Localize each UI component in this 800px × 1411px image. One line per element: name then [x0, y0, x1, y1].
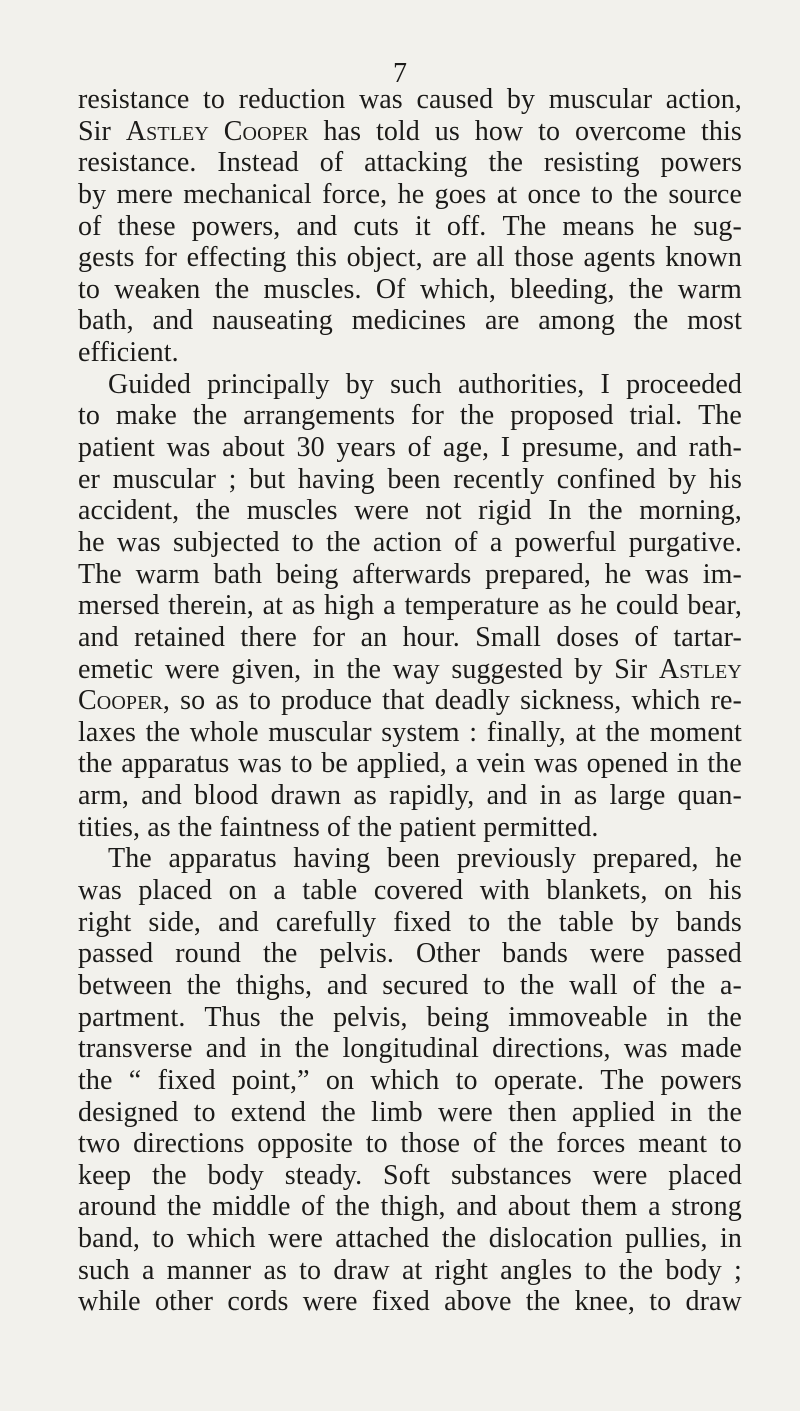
text-line: while other cords were fixed above the knee, to draw	[78, 1286, 742, 1318]
text-line: of these powers, and cuts it off. The means he sug-	[78, 210, 742, 242]
text-line: bath, and nauseating medicines are among the most	[78, 305, 742, 337]
text-line: to make the arrangements for the proposed trial. The	[78, 400, 742, 432]
text-line: between the thighs, and secured to the wall of the a-	[78, 969, 742, 1001]
text-line: gests for effecting this object, are all those agents known	[78, 242, 742, 274]
text-line: designed to extend the limb were then applied in the	[78, 1096, 742, 1128]
text-line: around the middle of the thigh, and about them a strong	[78, 1191, 742, 1223]
text-line: tities, as the faintness of the patient permitted.	[78, 811, 599, 843]
page-number: 7	[393, 58, 407, 89]
text-line: and retained there for an hour. Small doses of tartar-	[78, 621, 742, 653]
text-line: passed round the pelvis. Other bands were passed	[78, 938, 742, 970]
text-line: to weaken the muscles. Of which, bleeding, the warm	[78, 273, 742, 305]
text-line: Cooper, so as to produce that deadly sickness, which re-	[78, 685, 742, 717]
text-line: emetic were given, in the way suggested by Sir Astley	[78, 653, 742, 685]
text-line: resistance. Instead of attacking the resisting powers	[78, 147, 742, 179]
text-line: resistance to reduction was caused by muscular action,	[78, 84, 742, 115]
text-line: such a manner as to draw at right angles to the body ;	[78, 1254, 742, 1286]
text-line: keep the body steady. Soft substances were placed	[78, 1159, 742, 1191]
text-line: by mere mechanical force, he goes at once to the source	[78, 178, 742, 210]
text-line: The apparatus having been previously prepared, he	[108, 843, 742, 875]
text-line: he was subjected to the action of a powerful purgative.	[78, 526, 742, 558]
text-line: two directions opposite to those of the forces meant to	[78, 1128, 742, 1160]
text-line: band, to which were attached the dislocation pullies, in	[78, 1223, 742, 1255]
text-line: the apparatus was to be applied, a vein was opened in the	[78, 748, 742, 780]
text-line: partment. Thus the pelvis, being immoveable in the	[78, 1001, 742, 1033]
text-line: laxes the whole muscular system : finally, at the moment	[78, 716, 742, 748]
text-line: transverse and in the longitudinal directions, was made	[78, 1033, 742, 1065]
text-line: er muscular ; but having been recently confined by his	[78, 463, 742, 495]
text-line: mersed therein, at as high a temperature as he could bear,	[78, 590, 742, 622]
text-line: Guided principally by such authorities, I proceeded	[108, 368, 742, 400]
text-line: Sir Astley Cooper has told us how to overcome this	[78, 115, 742, 147]
text-line: patient was about 30 years of age, I presume, and rath-	[78, 432, 742, 464]
text-line: arm, and blood drawn as rapidly, and in as large quan-	[78, 780, 742, 812]
text-line: The warm bath being afterwards prepared, he was im-	[78, 558, 742, 590]
text-line: right side, and carefully fixed to the table by bands	[78, 906, 742, 938]
text-line: accident, the muscles were not rigid In the morning,	[78, 495, 742, 527]
text-line: the “ fixed point,” on which to operate. The powers	[78, 1064, 742, 1096]
body-text	[78, 84, 742, 1318]
text-line: was placed on a table covered with blankets, on his	[78, 875, 742, 907]
text-line: efficient.	[78, 337, 179, 369]
